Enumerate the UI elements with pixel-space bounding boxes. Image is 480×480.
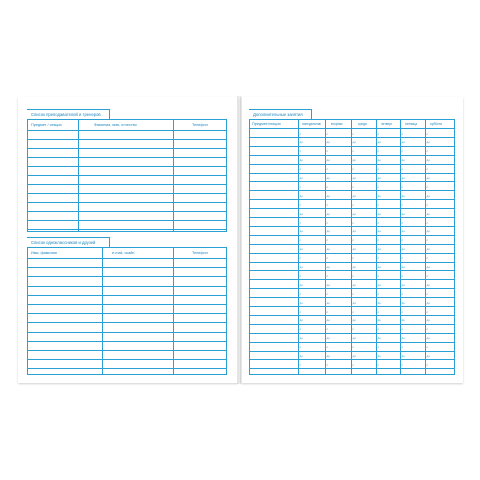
slot-to-label: до <box>299 265 303 269</box>
classmates-row-line <box>28 295 226 296</box>
extra-col-mon: понедельник <box>302 122 321 126</box>
slot-from-label: с <box>299 131 301 136</box>
slot-from-label: с <box>426 167 428 172</box>
slot-from-label: с <box>326 256 328 261</box>
slot-from-label: с <box>352 149 354 154</box>
slot-to-label: до <box>299 158 303 163</box>
slot-from-label: с <box>401 309 403 314</box>
extra-section-tab <box>249 109 312 119</box>
slot-to-label: до <box>326 193 330 198</box>
slot-from-label: с <box>426 220 428 225</box>
classmates-row-line <box>28 350 226 351</box>
slot-from-label: с <box>326 362 328 367</box>
slot-to-label: до <box>299 354 303 358</box>
extra-row-line <box>250 288 454 289</box>
classmates-row-line <box>28 322 226 323</box>
slot-from-label: с <box>326 184 328 189</box>
slot-from-label: с <box>377 167 379 172</box>
slot-to-label: до <box>299 318 303 323</box>
slot-to-label: до <box>326 265 330 269</box>
slot-from-label: с <box>299 309 301 314</box>
slot-from-label: с <box>377 149 379 154</box>
slot-from-label: с <box>377 202 379 207</box>
slot-to-label: до <box>352 229 356 234</box>
slot-from-label: с <box>426 273 428 278</box>
slot-to-label: до <box>326 336 330 341</box>
slot-from-label: с <box>426 362 428 367</box>
slot-from-label: с <box>401 327 403 332</box>
teachers-section <box>27 109 227 232</box>
slot-to-label: до <box>326 140 330 145</box>
slot-to-label: до <box>426 211 430 216</box>
extra-col-tue: вторник <box>331 122 343 126</box>
extra-row-line <box>250 253 454 254</box>
slot-from-label: с <box>401 167 403 172</box>
classmates-section-title: Список одноклассников и друзей <box>31 240 96 245</box>
slot-to-label: до <box>401 354 405 358</box>
slot-to-label: до <box>401 265 405 269</box>
extra-row-line <box>250 351 454 352</box>
slot-from-label: с <box>299 345 301 350</box>
slot-to-label: до <box>326 158 330 163</box>
classmates-row-line <box>28 286 226 287</box>
teachers-row-line <box>28 211 226 212</box>
slot-from-label: с <box>352 291 354 296</box>
slot-from-label: с <box>299 220 301 225</box>
slot-to-label: до <box>326 247 330 252</box>
slot-to-label: до <box>426 158 430 163</box>
extra-table <box>249 119 455 375</box>
slot-from-label: с <box>377 220 379 225</box>
teachers-row-line <box>28 157 226 158</box>
slot-to-label: до <box>401 282 405 287</box>
right-page <box>241 97 463 383</box>
extra-row-line <box>250 128 454 129</box>
slot-to-label: до <box>377 318 381 323</box>
slot-from-label: с <box>299 167 301 172</box>
slot-from-label: с <box>401 273 403 278</box>
teachers-row-line <box>28 229 226 230</box>
classmates-col-phone: Телефон <box>192 251 208 255</box>
slot-from-label: с <box>352 327 354 332</box>
extra-row-line <box>250 306 454 307</box>
slot-to-label: до <box>401 140 405 145</box>
slot-to-label: до <box>401 318 405 323</box>
slot-from-label: с <box>326 167 328 172</box>
slot-to-label: до <box>326 300 330 305</box>
slot-to-label: до <box>377 265 381 269</box>
slot-to-label: до <box>377 193 381 198</box>
slot-to-label: до <box>426 229 430 234</box>
teachers-col-name: Фамилия, имя, отчество <box>94 123 137 127</box>
slot-to-label: до <box>426 193 430 198</box>
slot-from-label: с <box>401 131 403 136</box>
slot-to-label: до <box>426 140 430 145</box>
slot-to-label: до <box>377 176 381 180</box>
classmates-row-line <box>28 276 226 277</box>
classmates-row-line <box>28 368 226 369</box>
slot-from-label: с <box>426 309 428 314</box>
slot-to-label: до <box>326 176 330 180</box>
slot-to-label: до <box>326 318 330 323</box>
slot-to-label: до <box>377 211 381 216</box>
extra-row-line <box>250 199 454 200</box>
slot-from-label: с <box>426 238 428 243</box>
teachers-section-tab <box>27 109 110 119</box>
slot-from-label: с <box>326 238 328 243</box>
slot-from-label: с <box>326 291 328 296</box>
slot-from-label: с <box>401 149 403 154</box>
teachers-row-line <box>28 220 226 221</box>
teachers-row-line <box>28 166 226 167</box>
slot-to-label: до <box>352 211 356 216</box>
slot-from-label: с <box>401 238 403 243</box>
teachers-row-line <box>28 202 226 203</box>
extra-section <box>249 109 455 375</box>
slot-from-label: с <box>352 167 354 172</box>
slot-from-label: с <box>377 345 379 350</box>
slot-from-label: с <box>352 256 354 261</box>
slot-from-label: с <box>299 291 301 296</box>
teachers-row-line <box>28 139 226 140</box>
slot-from-label: с <box>377 291 379 296</box>
teachers-row-line <box>28 175 226 176</box>
slot-from-label: с <box>326 273 328 278</box>
slot-from-label: с <box>426 202 428 207</box>
slot-from-label: с <box>377 131 379 136</box>
extra-row-line <box>250 359 454 360</box>
slot-to-label: до <box>401 158 405 163</box>
slot-to-label: до <box>299 336 303 341</box>
extra-col-thu: четверг <box>381 122 393 126</box>
slot-from-label: с <box>299 238 301 243</box>
slot-from-label: с <box>401 184 403 189</box>
slot-from-label: с <box>377 256 379 261</box>
slot-to-label: до <box>326 282 330 287</box>
slot-from-label: с <box>326 220 328 225</box>
slot-from-label: с <box>299 256 301 261</box>
slot-to-label: до <box>352 354 356 358</box>
slot-to-label: до <box>401 193 405 198</box>
slot-to-label: до <box>426 300 430 305</box>
slot-to-label: до <box>352 318 356 323</box>
slot-from-label: с <box>326 309 328 314</box>
extra-col-subject: Предмет/секция <box>252 122 281 126</box>
extra-col-wed: среда <box>358 122 367 126</box>
slot-from-label: с <box>352 273 354 278</box>
extra-row-line <box>250 146 454 147</box>
slot-from-label: с <box>401 362 403 367</box>
classmates-row-line <box>28 304 226 305</box>
classmates-row-line <box>28 332 226 333</box>
teachers-section-title: Список преподавателей и тренеров <box>31 112 101 117</box>
classmates-section-tab <box>27 237 110 247</box>
slot-to-label: до <box>352 247 356 252</box>
slot-to-label: до <box>426 265 430 269</box>
slot-to-label: до <box>299 193 303 198</box>
slot-to-label: до <box>426 282 430 287</box>
slot-to-label: до <box>352 282 356 287</box>
slot-to-label: до <box>299 247 303 252</box>
slot-from-label: с <box>426 291 428 296</box>
slot-to-label: до <box>377 158 381 163</box>
slot-to-label: до <box>326 211 330 216</box>
slot-to-label: до <box>299 300 303 305</box>
slot-from-label: с <box>299 149 301 154</box>
slot-to-label: до <box>426 318 430 323</box>
slot-to-label: до <box>352 158 356 163</box>
slot-from-label: с <box>352 131 354 136</box>
slot-to-label: до <box>426 176 430 180</box>
slot-to-label: до <box>299 211 303 216</box>
slot-to-label: до <box>401 336 405 341</box>
classmates-col-name: Имя, фамилия <box>31 251 57 255</box>
slot-to-label: до <box>352 176 356 180</box>
classmates-table <box>27 247 227 375</box>
slot-from-label: с <box>377 273 379 278</box>
slot-from-label: с <box>299 273 301 278</box>
extra-section-title: Дополнительные занятия <box>253 112 303 117</box>
slot-from-label: с <box>352 238 354 243</box>
slot-from-label: с <box>401 220 403 225</box>
classmates-row-line <box>28 267 226 268</box>
slot-to-label: до <box>377 229 381 234</box>
extra-row-line <box>250 270 454 271</box>
teachers-table <box>27 119 227 232</box>
slot-to-label: до <box>299 282 303 287</box>
slot-to-label: до <box>377 354 381 358</box>
slot-to-label: до <box>401 211 405 216</box>
slot-from-label: с <box>299 184 301 189</box>
slot-to-label: до <box>326 354 330 358</box>
extra-row-line <box>250 164 454 165</box>
slot-from-label: с <box>426 345 428 350</box>
classmates-row-line <box>28 258 226 259</box>
slot-from-label: с <box>352 184 354 189</box>
slot-from-label: с <box>299 362 301 367</box>
classmates-col-email: e-mail, скайп <box>112 251 135 255</box>
slot-from-label: с <box>426 184 428 189</box>
slot-from-label: с <box>352 220 354 225</box>
extra-row-line <box>250 333 454 334</box>
slot-to-label: до <box>326 229 330 234</box>
slot-to-label: до <box>377 282 381 287</box>
extra-row-line <box>250 342 454 343</box>
slot-from-label: с <box>401 202 403 207</box>
slot-from-label: с <box>426 256 428 261</box>
slot-from-label: с <box>401 345 403 350</box>
slot-from-label: с <box>352 362 354 367</box>
slot-from-label: с <box>352 345 354 350</box>
slot-from-label: с <box>377 184 379 189</box>
slot-from-label: с <box>377 327 379 332</box>
left-page <box>18 97 238 383</box>
extra-row-line <box>250 368 454 369</box>
classmates-row-line <box>28 341 226 342</box>
slot-to-label: до <box>401 176 405 180</box>
slot-from-label: с <box>326 149 328 154</box>
slot-to-label: до <box>426 247 430 252</box>
extra-row-line <box>250 315 454 316</box>
slot-to-label: до <box>426 336 430 341</box>
slot-to-label: до <box>401 247 405 252</box>
slot-to-label: до <box>377 336 381 341</box>
extra-row-line <box>250 173 454 174</box>
slot-from-label: с <box>401 291 403 296</box>
slot-to-label: до <box>352 140 356 145</box>
extra-row-line <box>250 297 454 298</box>
extra-row-line <box>250 217 454 218</box>
teachers-row-line <box>28 148 226 149</box>
slot-from-label: с <box>326 131 328 136</box>
extra-row-line <box>250 137 454 138</box>
slot-to-label: до <box>352 300 356 305</box>
teachers-col-phone: Телефон <box>192 123 208 127</box>
slot-to-label: до <box>299 176 303 180</box>
slot-to-label: до <box>299 140 303 145</box>
teachers-row-line <box>28 184 226 185</box>
slot-to-label: до <box>377 300 381 305</box>
slot-from-label: с <box>299 202 301 207</box>
classmates-section <box>27 237 227 375</box>
slot-to-label: до <box>377 247 381 252</box>
extra-row-line <box>250 181 454 182</box>
teachers-col-subject: Предмет / секция <box>31 123 62 127</box>
slot-from-label: с <box>377 309 379 314</box>
extra-col-fri: пятница <box>405 122 418 126</box>
slot-to-label: до <box>401 300 405 305</box>
extra-row-line <box>250 235 454 236</box>
extra-row-line <box>250 208 454 209</box>
classmates-row-line <box>28 359 226 360</box>
extra-row-line <box>250 324 454 325</box>
slot-from-label: с <box>352 202 354 207</box>
slot-from-label: с <box>426 327 428 332</box>
extra-col-sat: суббота <box>430 122 442 126</box>
slot-from-label: с <box>326 327 328 332</box>
slot-to-label: до <box>426 354 430 358</box>
teachers-row-line <box>28 193 226 194</box>
classmates-row-line <box>28 313 226 314</box>
slot-to-label: до <box>299 229 303 234</box>
extra-row-line <box>250 262 454 263</box>
slot-from-label: с <box>401 256 403 261</box>
slot-from-label: с <box>352 309 354 314</box>
teachers-row-line <box>28 130 226 131</box>
slot-from-label: с <box>377 238 379 243</box>
slot-from-label: с <box>326 202 328 207</box>
extra-row-line <box>250 244 454 245</box>
slot-to-label: до <box>377 140 381 145</box>
slot-from-label: с <box>426 149 428 154</box>
slot-from-label: с <box>377 362 379 367</box>
slot-from-label: с <box>299 327 301 332</box>
slot-to-label: до <box>352 193 356 198</box>
slot-to-label: до <box>401 229 405 234</box>
extra-row-line <box>250 226 454 227</box>
extra-row-line <box>250 190 454 191</box>
extra-row-line <box>250 279 454 280</box>
slot-from-label: с <box>326 345 328 350</box>
slot-from-label: с <box>426 131 428 136</box>
slot-to-label: до <box>352 265 356 269</box>
slot-to-label: до <box>352 336 356 341</box>
extra-row-line <box>250 155 454 156</box>
